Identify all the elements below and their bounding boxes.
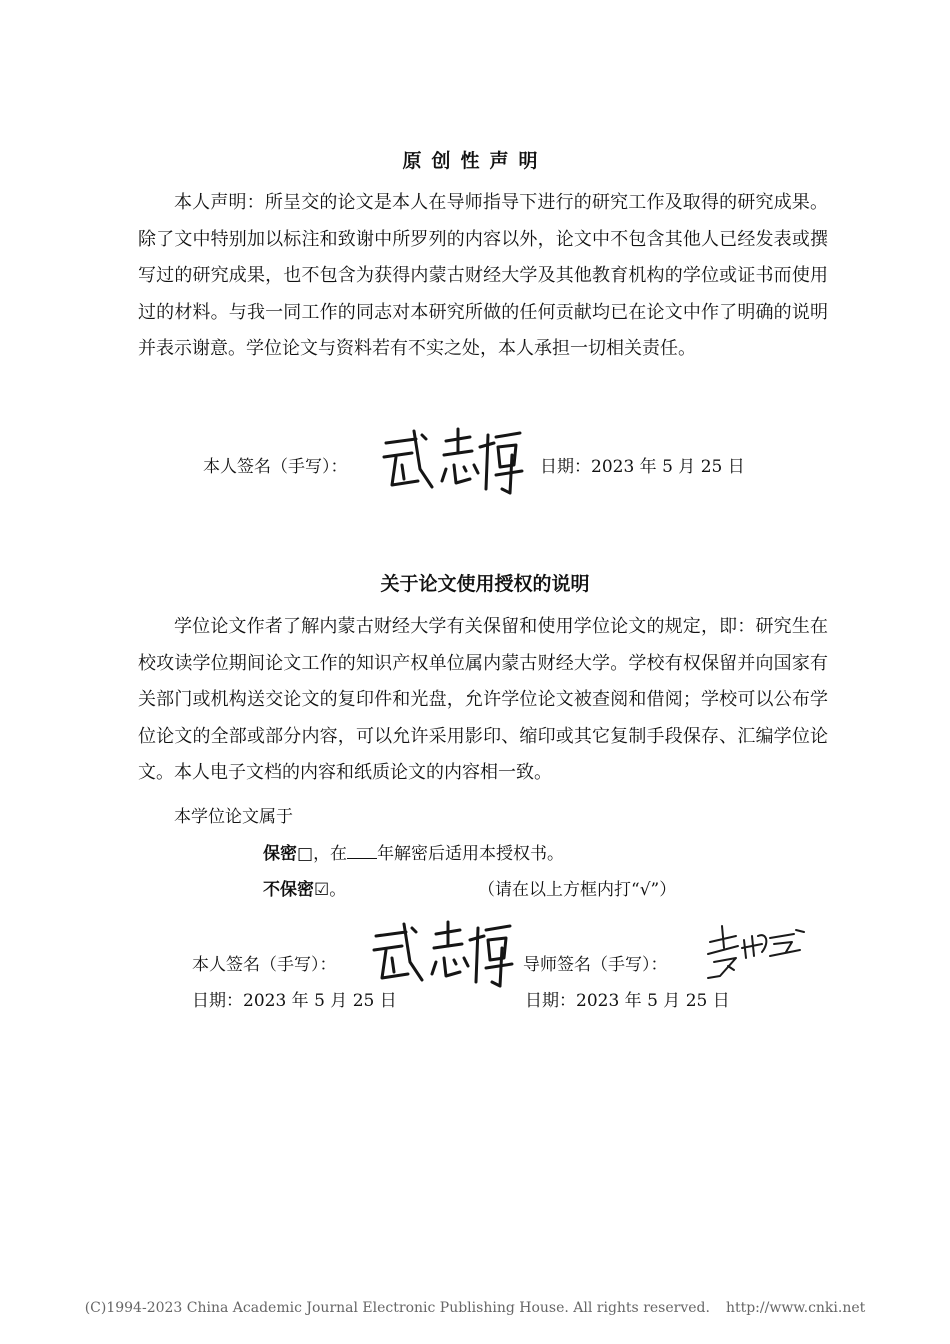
advisor-signature-image [700,918,810,984]
declaration-title: 原创性声明 [402,150,548,172]
secret-label: 保密 [263,844,297,864]
authorization-body: 学位论文作者了解内蒙古财经大学有关保留和使用学位论文的规定，即：研究生在校攻读学位期间论文工作的知识产权单位属内蒙古财经大学。学校有权保留并向国家有关部门或机构送交论文的复印件和光盘，允许学位论文被查阅和借阅；学校可以公布学位论文的全部或部分内容，可以允许采用影印、缩印或其它复制手段保存、汇编学位论文。本人电子文档的内容和纸质论文的内容相一致。 [138,616,828,783]
nonsecret-label: 不保密 [263,880,314,900]
secret-post-text: 年解密后适用本授权书。 [377,844,565,864]
advisor-signature-label: 导师签名（手写）： [523,955,668,975]
author-date: 日期：2023 年 5 月 25 日 [192,991,397,1011]
author-signature-image [378,425,528,497]
page-footer [0,1300,950,1316]
secret-pre-text: ，在 [313,844,348,864]
footer-url: http://www.cnki.net [725,1300,866,1316]
author-signature-image-2 [368,920,518,988]
nonsecret-end: 。 [329,880,347,900]
declaration-body: 本人声明：所呈交的论文是本人在导师指导下进行的研究工作及取得的研究成果。除了文中特别加以标注和致谢中所罗列的内容以外，论文中不包含其他人已经发表或撰写过的研究成果，也不包含为获得内蒙古财经大学及其他教育机构的学位或证书而使用过的材料。与我一同工作的同志对本研究所做的任何贡献均已在论文中作了明确的说明并表示谢意。学位论文与资料若有不实之处，本人承担一切相关责任。 [138,192,828,359]
declaration-date: 日期：2023 年 5 月 25 日 [540,457,745,477]
advisor-date: 日期：2023 年 5 月 25 日 [525,991,730,1011]
belongs-label: 本学位论文属于 [174,807,293,827]
nonsecret-checkbox: ☑ [314,880,330,900]
author-signature-label: 本人签名（手写）： [192,955,337,975]
checkbox-instruction: （请在以上方框内打“√”） [478,880,677,900]
declaration-signature-label: 本人签名（手写）： [203,457,348,477]
authorization-title: 关于论文使用授权的说明 [380,573,590,595]
secret-year-blank [347,844,377,859]
footer-copyright: (C)1994-2023 China Academic Journal Electronic Publishing House. All rights reserved. [84,1300,710,1316]
nonsecret-option [263,878,346,902]
secret-checkbox: □ [297,844,314,864]
secret-option [263,842,564,866]
